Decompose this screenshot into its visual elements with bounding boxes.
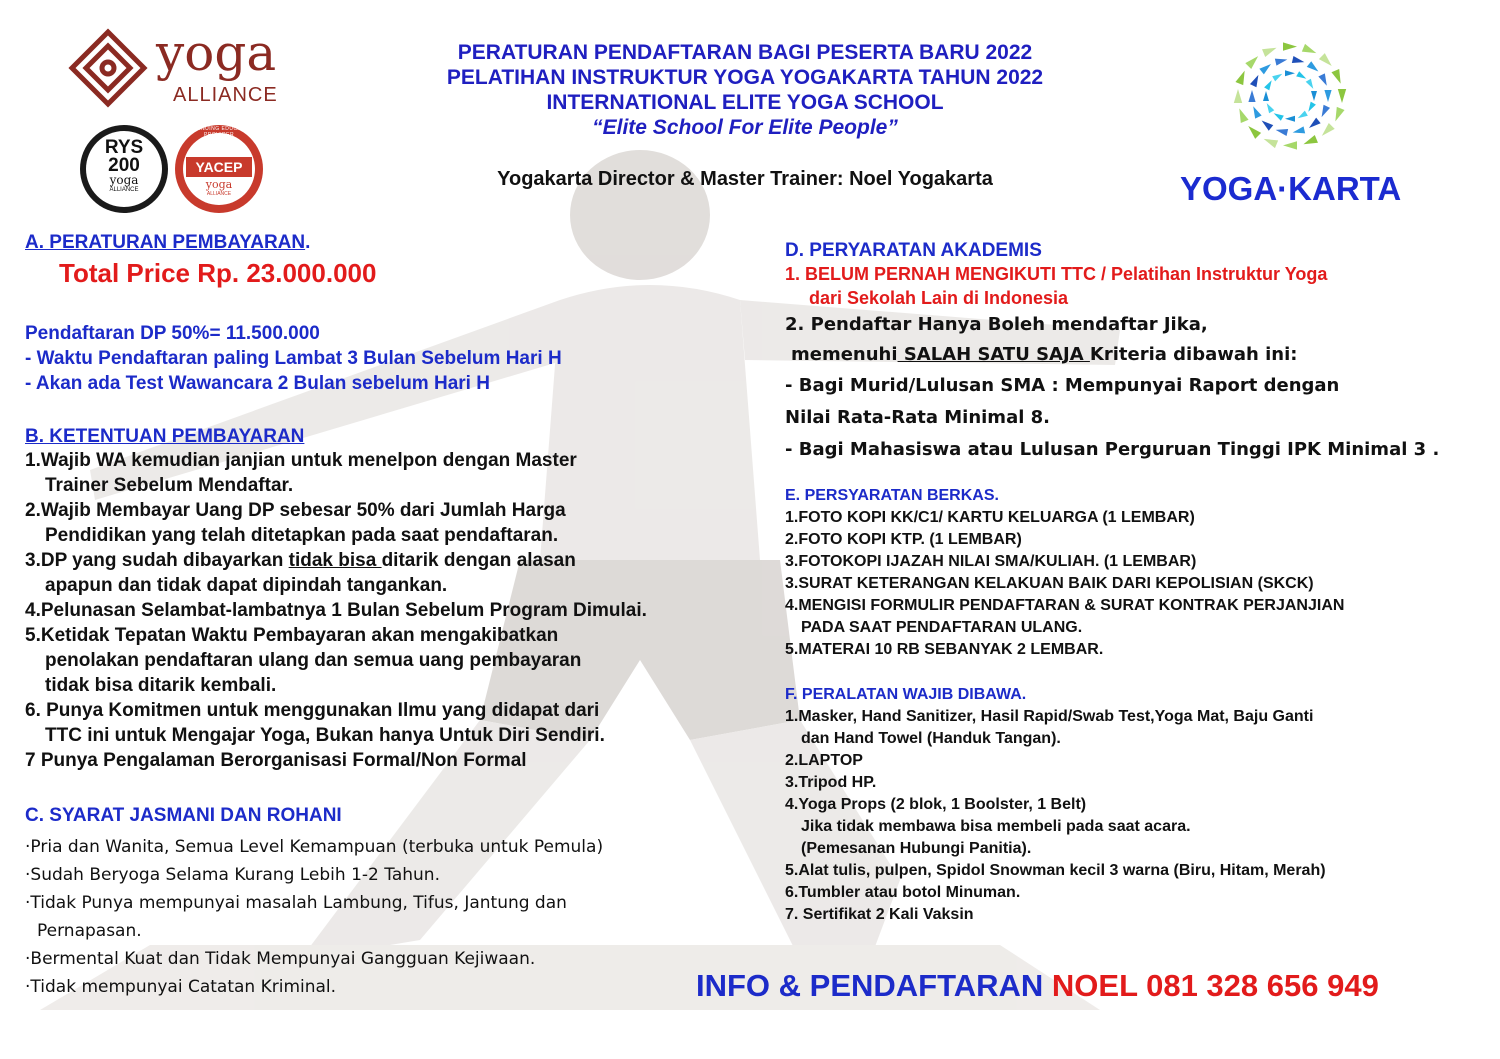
mandala-arrow bbox=[1235, 107, 1248, 123]
mandala-arrow bbox=[1264, 79, 1274, 91]
total-price: Total Price Rp. 23.000.000 bbox=[59, 258, 377, 288]
mandala-arrow bbox=[1318, 105, 1330, 119]
section-c-item: ·Tidak Punya mempunyai masalah Lambung, Tifus, Jantung dan bbox=[25, 893, 567, 913]
section-f-item: (Pemesanan Hubungi Panitia). bbox=[801, 840, 1032, 857]
dp-amount: Pendaftaran DP 50%= 11.500.000 bbox=[25, 323, 320, 344]
section-e-item: PADA SAAT PENDAFTARAN ULANG. bbox=[801, 619, 1083, 636]
section-b-item: TTC ini untuk Mengajar Yoga, Bukan hanya Untuk Diri Sendiri. bbox=[45, 725, 605, 746]
section-c-item: ·Pria dan Wanita, Semua Level Kemampuan (terbuka untuk Pemula) bbox=[25, 837, 604, 857]
section-b-item: tidak bisa ditarik kembali. bbox=[45, 675, 277, 696]
section-f-item: 4.Yoga Props (2 blok, 1 Boolster, 1 Belt) bbox=[785, 796, 1087, 813]
mandala-arrow bbox=[1311, 91, 1317, 101]
mandala-arrow bbox=[1263, 91, 1269, 101]
section-b-item: 1.Wajib WA kemudian janjian untuk menelpon dengan Master bbox=[25, 450, 577, 471]
yacep-ring-text: CONTINUING EDUCATION PROVIDER bbox=[182, 126, 256, 138]
section-e bbox=[785, 485, 1485, 661]
section-d-line-2c: Kriteria dibawah ini: bbox=[1089, 344, 1298, 365]
mandala-arrow bbox=[1292, 56, 1305, 66]
mandala-arrow bbox=[1319, 53, 1335, 69]
mandala-arrow bbox=[1307, 118, 1321, 131]
section-a-line-1: - Waktu Pendaftaran paling Lambat 3 Bulan Sebelum Hari H bbox=[25, 348, 562, 369]
yacep-badge bbox=[175, 125, 263, 213]
section-f-item: 7. Sertifikat 2 Kali Vaksin bbox=[785, 906, 974, 923]
mandala-arrow bbox=[1264, 102, 1274, 114]
section-b-item-3-underlined: tidak bisa bbox=[288, 550, 382, 571]
section-a-title: A. PERATURAN PEMBAYARAN bbox=[25, 232, 306, 253]
footer-contact bbox=[696, 968, 1379, 1004]
mandala-arrow bbox=[1302, 44, 1318, 57]
mandala-arrow bbox=[1338, 89, 1346, 103]
header-tagline: “Elite School For Elite People” bbox=[592, 116, 898, 139]
yoga-alliance-logo bbox=[66, 26, 296, 111]
mandala-arrow bbox=[1306, 102, 1316, 114]
section-f-item: 6.Tumbler atau botol Minuman. bbox=[785, 884, 1021, 901]
mandala-arrow bbox=[1272, 111, 1284, 121]
section-b-item-3-b: ditarik dengan alasan bbox=[381, 550, 576, 571]
section-d bbox=[785, 240, 1485, 466]
section-f-item: 5.Alat tulis, pulpen, Spidol Snowman kecil 3 warna (Biru, Hitam, Merah) bbox=[785, 862, 1326, 879]
section-f-item: 2.LAPTOP bbox=[785, 752, 863, 769]
mandala-arrow bbox=[1331, 69, 1344, 85]
section-c-item: Pernapasan. bbox=[37, 921, 142, 941]
mandala-arrow bbox=[1307, 61, 1321, 74]
mandala-arrow bbox=[1292, 126, 1305, 136]
mandala-arrow bbox=[1248, 90, 1255, 102]
mandala-arrow bbox=[1275, 126, 1288, 136]
section-b-item: 2.Wajib Membayar Uang DP sebesar 50% dari Jumlah Harga bbox=[25, 500, 566, 521]
mandala-arrow bbox=[1259, 118, 1273, 131]
section-b-item-3-a: 3.DP yang sudah dibayarkan bbox=[25, 550, 289, 571]
yacep-alliance-word: ALLIANCE bbox=[206, 191, 232, 197]
section-c-item: ·Sudah Beryoga Selama Kurang Lebih 1-2 Tahun. bbox=[25, 865, 440, 885]
section-b-item: Pendidikan yang telah ditetapkan pada saat pendaftaran. bbox=[45, 525, 559, 546]
rys-number: 200 bbox=[108, 155, 140, 176]
header-line-2: PELATIHAN INSTRUKTUR YOGA YOGAKARTA TAHUN 2022 bbox=[446, 66, 1044, 89]
section-d-line-1: 2. Pendaftar Hanya Boleh mendaftar Jika, bbox=[785, 314, 1208, 335]
mandala-arrow bbox=[1296, 111, 1308, 121]
section-f-item: 1.Masker, Hand Sanitizer, Hasil Rapid/Swab Test,Yoga Mat, Baju Ganti bbox=[785, 708, 1314, 725]
mandala-arrow bbox=[1283, 42, 1297, 50]
section-f-item: 3.Tripod HP. bbox=[785, 774, 877, 791]
mandala-arrow bbox=[1262, 135, 1278, 148]
section-d-red-1: 1. BELUM PERNAH MENGIKUTI TTC / Pelatihan Instruktur Yoga bbox=[785, 264, 1328, 284]
yacep-yoga-word: yoga bbox=[205, 178, 233, 191]
mandala-arrow bbox=[1324, 90, 1331, 102]
section-a-title-dot: . bbox=[305, 232, 311, 253]
rys-yoga-word: yoga bbox=[109, 173, 139, 187]
mandala-arrow bbox=[1259, 61, 1273, 74]
section-b-item: 6. Punya Komitmen untuk menggunakan Ilmu yang didapat dari bbox=[25, 700, 600, 721]
section-c-title: C. SYARAT JASMANI DAN ROHANI bbox=[25, 805, 342, 826]
section-e-item: 1.FOTO KOPI KK/C1/ KARTU KELUARGA (1 LEMBAR) bbox=[785, 509, 1195, 526]
section-e-item: 3.FOTOKOPI IJAZAH NILAI SMA/KULIAH. (1 LEMBAR) bbox=[785, 553, 1197, 570]
mandala-arrow bbox=[1250, 105, 1262, 119]
section-d-line-3: - Bagi Murid/Lulusan SMA : Mempunyai Raport dengan bbox=[785, 375, 1340, 396]
header-block bbox=[330, 40, 1160, 140]
mandala-arrow bbox=[1319, 123, 1335, 139]
header-line-3: INTERNATIONAL ELITE YOGA SCHOOL bbox=[546, 91, 944, 114]
section-e-item: 5.MATERAI 10 RB SEBANYAK 2 LEMBAR. bbox=[785, 641, 1104, 658]
section-b bbox=[25, 426, 785, 773]
mandala-arrow bbox=[1318, 73, 1330, 87]
yoga-alliance-sub: ALLIANCE bbox=[173, 84, 278, 106]
section-b-item: 5.Ketidak Tepatan Waktu Pembayaran akan mengakibatkan bbox=[25, 625, 559, 646]
section-f-title: F. PERALATAN WAJIB DIBAWA. bbox=[785, 686, 1027, 703]
footer-contact-number: NOEL 081 328 656 949 bbox=[1051, 968, 1379, 1003]
section-f-item: Jika tidak membawa bisa membeli pada saat acara. bbox=[801, 818, 1191, 835]
section-d-line-4: Nilai Rata-Rata Minimal 8. bbox=[785, 407, 1051, 428]
mandala-arrow bbox=[1262, 44, 1278, 57]
section-c bbox=[25, 805, 745, 1001]
section-e-item: 4.MENGISI FORMULIR PENDAFTARAN & SURAT KONTRAK PERJANJIAN bbox=[785, 597, 1345, 614]
section-b-item-3 bbox=[25, 548, 785, 573]
mandala-arrow bbox=[1234, 89, 1242, 103]
section-e-title: E. PERSYARATAN BERKAS. bbox=[785, 487, 999, 504]
yoga-alliance-word: yoga bbox=[156, 24, 277, 82]
section-d-red-2: dari Sekolah Lain di Indonesia bbox=[809, 288, 1069, 308]
mandala-arrow bbox=[1306, 79, 1316, 91]
section-f-item: dan Hand Towel (Handuk Tangan). bbox=[801, 730, 1061, 747]
mandala-arrow bbox=[1235, 69, 1248, 85]
mandala-arrow bbox=[1296, 71, 1308, 81]
yogakarta-brand: YOGA·KARTA bbox=[1180, 170, 1402, 207]
mandala-arrow bbox=[1331, 107, 1344, 123]
section-b-item: 7 Punya Pengalaman Berorganisasi Formal/Non Formal bbox=[25, 750, 527, 771]
mandala-arrow bbox=[1250, 73, 1262, 87]
section-c-item: ·Tidak mempunyai Catatan Kriminal. bbox=[25, 977, 337, 997]
rys-200-badge bbox=[80, 125, 168, 213]
section-d-line-2 bbox=[785, 340, 1485, 370]
yacep-title: YACEP bbox=[186, 157, 252, 177]
mandala-arrow bbox=[1285, 116, 1295, 122]
header-line-1: PERATURAN PENDAFTARAN BAGI PESERTA BARU 2022 bbox=[457, 41, 1033, 64]
rys-label: RYS bbox=[104, 137, 144, 158]
director-line: Yogakarta Director & Master Trainer: Noel Yogakarta bbox=[497, 168, 993, 190]
section-b-item: 4.Pelunasan Selambat-lambatnya 1 Bulan Sebelum Program Dimulai. bbox=[25, 600, 647, 621]
section-f bbox=[785, 684, 1485, 926]
yoga-alliance-emblem-icon bbox=[66, 26, 150, 110]
mandala-arrow bbox=[1272, 71, 1284, 81]
mandala-arrow bbox=[1275, 56, 1288, 66]
mandala-arrow bbox=[1302, 135, 1318, 148]
section-a-line-2: - Akan ada Test Wawancara 2 Bulan sebelum Hari H bbox=[25, 373, 490, 394]
mandala-arrow bbox=[1245, 123, 1261, 139]
mandala-arrow bbox=[1283, 141, 1297, 149]
section-d-line-2a: memenuhi bbox=[791, 344, 898, 365]
section-a bbox=[25, 232, 745, 396]
yogakarta-mandala-icon bbox=[1225, 36, 1355, 156]
footer-info-label: INFO & PENDAFTARAN bbox=[696, 968, 1052, 1003]
section-b-item: penolakan pendaftaran ulang dan semua uang pembayaran bbox=[45, 650, 582, 671]
mandala-arrow bbox=[1245, 53, 1261, 69]
section-e-item: 2.FOTO KOPI KTP. (1 LEMBAR) bbox=[785, 531, 1022, 548]
section-e-item: 3.SURAT KETERANGAN KELAKUAN BAIK DARI KEPOLISIAN (SKCK) bbox=[785, 575, 1314, 592]
section-b-title: B. KETENTUAN PEMBAYARAN bbox=[25, 426, 305, 447]
section-c-item: ·Bermental Kuat dan Tidak Mempunyai Gangguan Kejiwaan. bbox=[25, 949, 536, 969]
section-d-line-2-underlined: SALAH SATU SAJA bbox=[897, 344, 1090, 365]
section-b-item: apapun dan tidak dapat dipindah tangankan. bbox=[45, 575, 448, 596]
section-d-title: D. PERYARATAN AKADEMIS bbox=[785, 240, 1042, 261]
section-b-item: Trainer Sebelum Mendaftar. bbox=[45, 475, 294, 496]
mandala-arrow bbox=[1285, 70, 1295, 76]
section-d-line-5: - Bagi Mahasiswa atau Lulusan Perguruan Tinggi IPK Minimal 3 . bbox=[785, 439, 1440, 460]
rys-alliance-word: ALLIANCE bbox=[109, 187, 139, 193]
